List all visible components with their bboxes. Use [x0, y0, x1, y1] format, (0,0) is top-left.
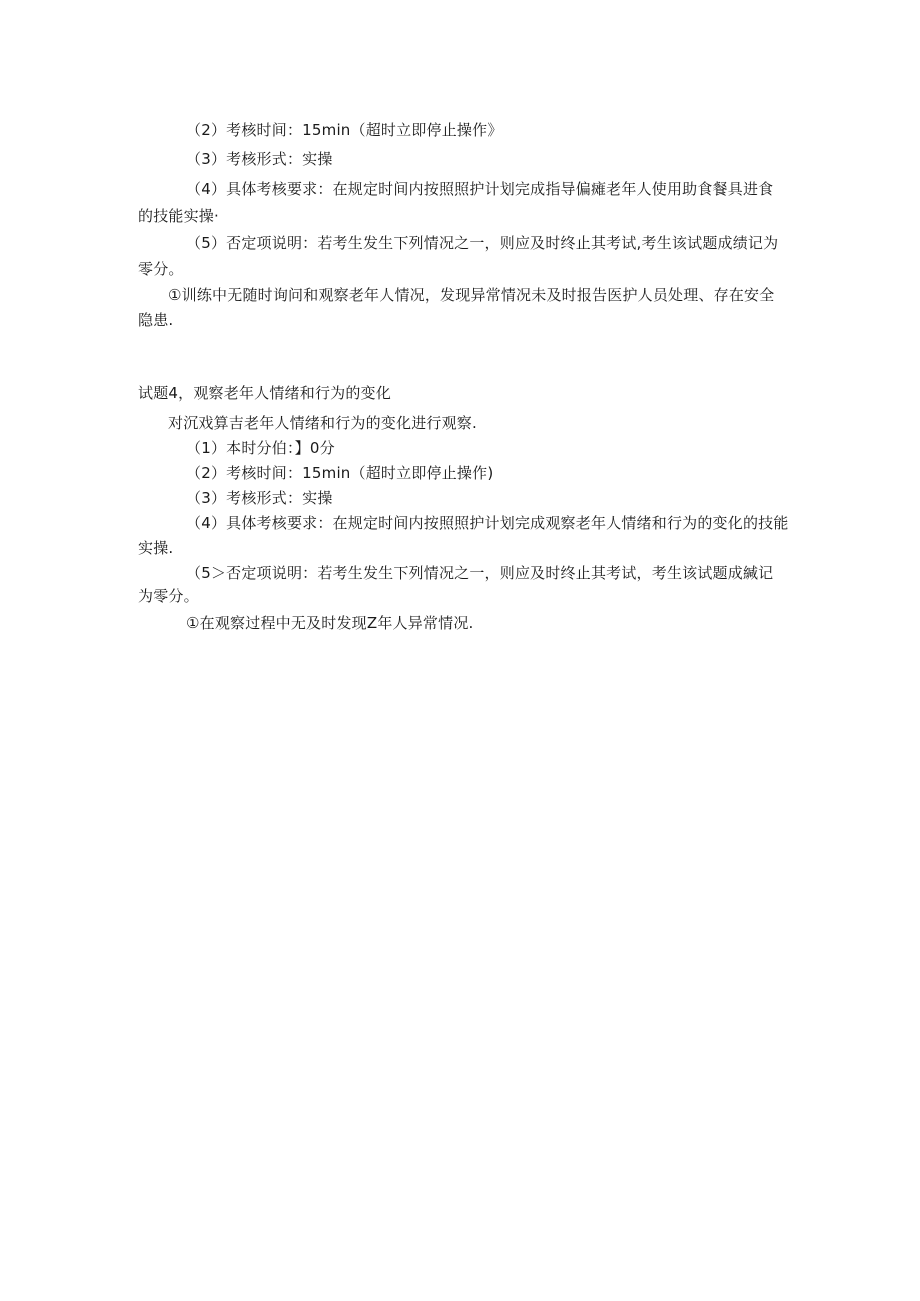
section4-requirement-line2: 实操. [138, 539, 174, 557]
section4-veto-line2: 为零分。 [138, 587, 199, 605]
section4-form: （3）考核形式：实操 [186, 489, 333, 507]
prev-exam-time: （2）考核时间：15min（超时立即停止操作》 [186, 121, 503, 139]
prev-veto-line1: （5）否定项说明：若考生发生下列情况之一，则应及时终止其考试,考生该试题成绩记为 [186, 234, 779, 252]
section4-title: 试题4，观察老年人情绪和行为的变化 [138, 384, 391, 402]
section4-requirement-line1: （4）具体考核要求：在规定时间内按照照护计划完成观察老年人情绪和行为的变化的技能 [186, 514, 789, 532]
section4-veto-item1: ①在观察过程中无及时发现Z年人异常情况. [186, 614, 474, 632]
prev-exam-requirement-line2: 的技能实操· [138, 207, 219, 225]
prev-exam-form: （3）考核形式：实操 [186, 150, 333, 168]
section4-score: （1）本时分伯：】0分 [186, 439, 335, 457]
section4-intro: 对沉戏算吉老年人情绪和行为的变化进行观察. [168, 414, 477, 432]
prev-veto-item1-line2: 隐患. [138, 311, 174, 329]
prev-exam-requirement-line1: （4）具体考核要求：在规定时间内按照照护计划完成指导偏瘫老年人使用助食餐具进食 [186, 180, 774, 198]
prev-veto-item1-line1: ①训练中无随时询问和观察老年人情况，发现异常情况未及时报告医护人员处理、存在安全 [168, 286, 775, 304]
section4-veto-line1: （5＞否定项说明：若考生发生下列情况之一，则应及时终止其考试，考生该试题成緘记 [186, 564, 774, 582]
prev-veto-line2: 零分。 [138, 260, 184, 278]
section4-time: （2）考核时间：15min（超时立即停止操作) [186, 464, 494, 482]
